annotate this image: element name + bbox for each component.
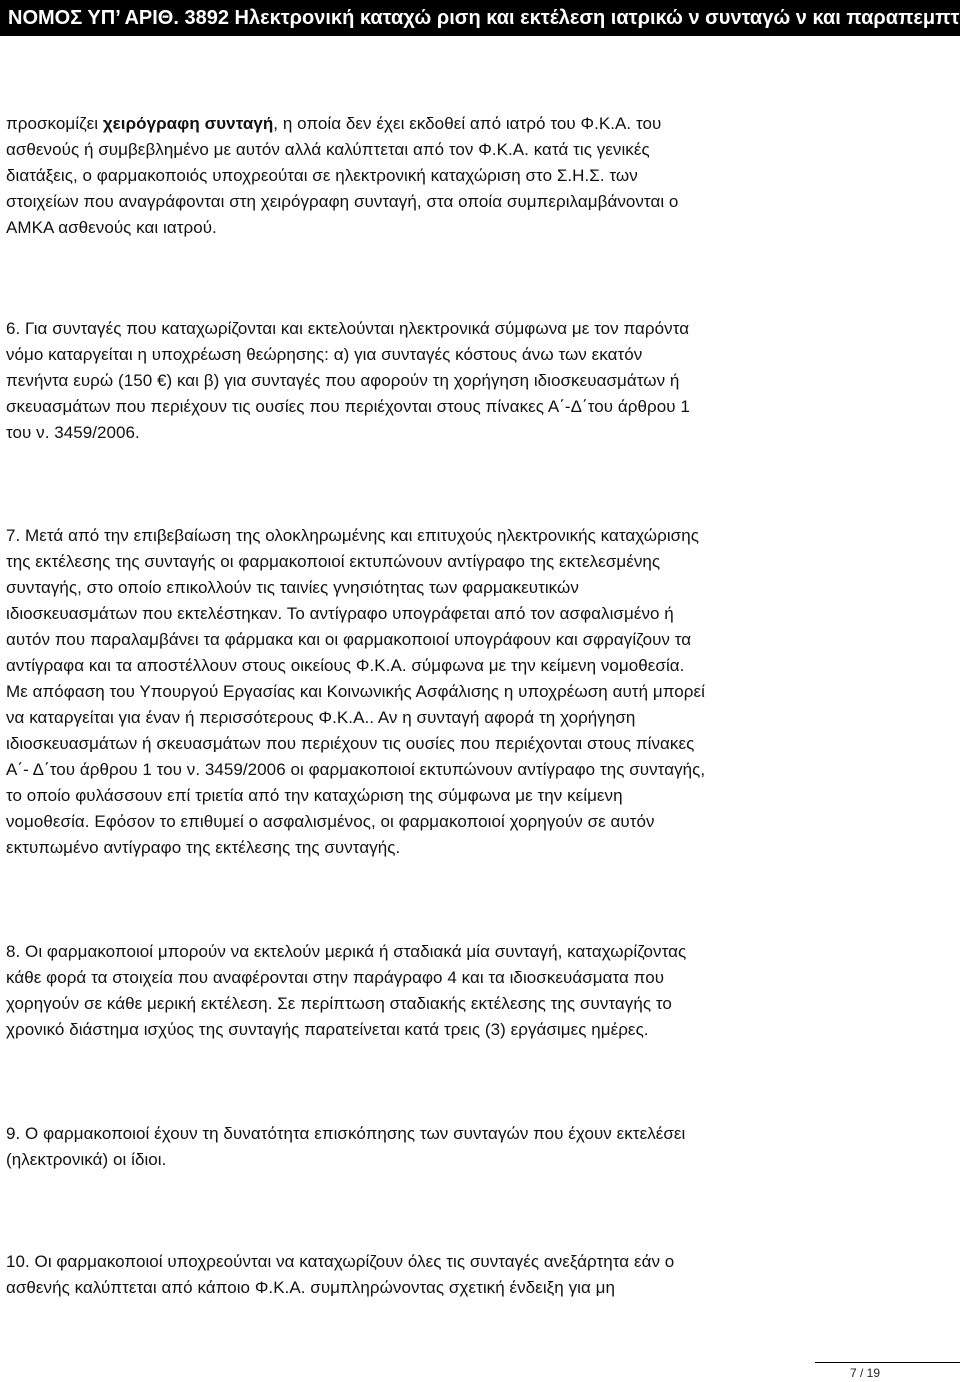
text-line: 8. Οι φαρμακοποιοί μπορούν να εκτελούν μερικά ή σταδιακά μία συνταγή, καταχωρίζοντας: [6, 942, 687, 961]
text-line: 7. Μετά από την επιβεβαίωση της ολοκληρωμένης και επιτυχούς ηλεκτρονικής καταχώρισης: [6, 526, 699, 545]
text-line: ιδιοσκευασμάτων ή σκευασμάτων που περιέχουν τις ουσίες που περιέχονται στους πίνακες: [6, 734, 695, 753]
footer-divider: [815, 1362, 960, 1363]
paragraph-6: [6, 316, 946, 446]
text-line: 6. Για συνταγές που καταχωρίζονται και εκτελούνται ηλεκτρονικά σύμφωνα με τον παρόντα: [6, 319, 690, 338]
text-line: σκευασμάτων που περιέχουν τις ουσίες που περιέχονται στους πίνακες Α΄-Δ΄του άρθρου 1: [6, 397, 690, 416]
text-line: του ν. 3459/2006.: [6, 423, 140, 442]
text-line: της εκτέλεσης της συνταγής οι φαρμακοποιοί εκτυπώνουν αντίγραφο της εκτελεσμένης: [6, 552, 661, 571]
bold-term: χειρόγραφη συνταγή: [102, 114, 274, 133]
text-line: ασθενής καλύπτεται από κάποιο Φ.Κ.Α. συμπληρώνοντας σχετική ένδειξη για μη: [6, 1278, 615, 1297]
text-line: ασθενούς ή συμβεβλημένο με αυτόν αλλά καλύπτεται από τον Φ.Κ.Α. κατά τις γενικές: [6, 140, 650, 159]
paragraph-9: [6, 1121, 946, 1173]
text-line: συνταγής, στο οποίο επικολλούν τις ταινίες γνησιότητας των φαρμακευτικών: [6, 578, 579, 597]
text-line: ιδιοσκευασμάτων που εκτελέστηκαν. Το αντίγραφο υπογράφεται από τον ασφαλισμένο ή: [6, 604, 674, 623]
text-fragment: , η οποία δεν έχει εκδοθεί από ιατρό του Φ.Κ.Α. του: [273, 114, 662, 133]
text-line: κάθε φορά τα στοιχεία που αναφέρονται στην παράγραφο 4 και τα ιδιοσκευάσματα που: [6, 968, 665, 987]
text-line: χρονικό διάστημα ισχύος της συνταγής παρατείνεται κατά τρεις (3) εργάσιμες ημέρες.: [6, 1020, 649, 1039]
text-line: ΑΜΚΑ ασθενούς και ιατρού.: [6, 218, 217, 237]
page-number: 7 / 19: [849, 1366, 880, 1380]
text-line: 10. Οι φαρμακοποιοί υποχρεούνται να καταχωρίζουν όλες τις συνταγές ανεξάρτητα εάν ο: [6, 1252, 675, 1271]
text-line: πενήντα ευρώ (150 €) και β) για συνταγές που αφορούν τη χορήγηση ιδιοσκευασμάτων ή: [6, 371, 680, 390]
text-line: (ηλεκτρονικά) οι ίδιοι.: [6, 1150, 167, 1169]
text-line: χορηγούν σε κάθε μερική εκτέλεση. Σε περίπτωση σταδιακής εκτέλεσης της συνταγής το: [6, 994, 672, 1013]
text-line: νόμο καταργείται η υποχρέωση θεώρησης: α) για συνταγές κόστους άνω των εκατόν: [6, 345, 643, 364]
paragraph-intro: [6, 111, 946, 241]
paragraph-7: [6, 523, 946, 861]
document-header-bar: [0, 0, 960, 36]
text-line: εκτυπωμένο αντίγραφο της εκτέλεσης της συνταγής.: [6, 838, 401, 857]
text-line: Α΄- Δ΄του άρθρου 1 του ν. 3459/2006 οι φαρμακοποιοί εκτυπώνουν αντίγραφο της συνταγής,: [6, 760, 706, 779]
text-line: να καταργείται για έναν ή περισσότερους Φ.Κ.Α.. Αν η συνταγή αφορά τη χορήγηση: [6, 708, 636, 727]
text-fragment: προσκομίζει: [6, 114, 103, 133]
text-line: νομοθεσία. Εφόσον το επιθυμεί ο ασφαλισμένος, οι φαρμακοποιοί χορηγούν σε αυτόν: [6, 812, 655, 831]
text-line: αυτόν που παραλαμβάνει τα φάρμακα και οι φαρμακοποιοί υπογράφουν και σφραγίζουν τα: [6, 630, 692, 649]
paragraph-10: [6, 1249, 946, 1301]
text-line: διατάξεις, ο φαρμακοποιός υποχρεούται σε ηλεκτρονική καταχώριση στο Σ.Η.Σ. των: [6, 166, 638, 185]
text-line: το οποίο φυλάσσουν επί τριετία από την καταχώριση της σύμφωνα με την κείμενη: [6, 786, 623, 805]
text-line: Με απόφαση του Υπουργού Εργασίας και Κοινωνικής Ασφάλισης η υποχρέωση αυτή μπορεί: [6, 682, 705, 701]
document-title: ΝΟΜΟΣ ΥΠ’ ΑΡΙΘ. 3892 Ηλεκτρονική καταχώ ριση και εκτέλεση ιατρικώ ν συνταγώ ν και παραπεμπτ: [8, 7, 960, 29]
text-line: [6, 111, 946, 137]
paragraph-8: [6, 939, 946, 1043]
text-line: στοιχείων που αναγράφονται στη χειρόγραφη συνταγή, στα οποία συμπεριλαμβάνονται ο: [6, 192, 679, 211]
text-line: 9. Ο φαρμακοποιοί έχουν τη δυνατότητα επισκόπησης των συνταγών που έχουν εκτελέσει: [6, 1124, 686, 1143]
text-line: αντίγραφα και τα αποστέλλουν στους οικείους Φ.Κ.Α. σύμφωνα με την κείμενη νομοθεσία.: [6, 656, 685, 675]
